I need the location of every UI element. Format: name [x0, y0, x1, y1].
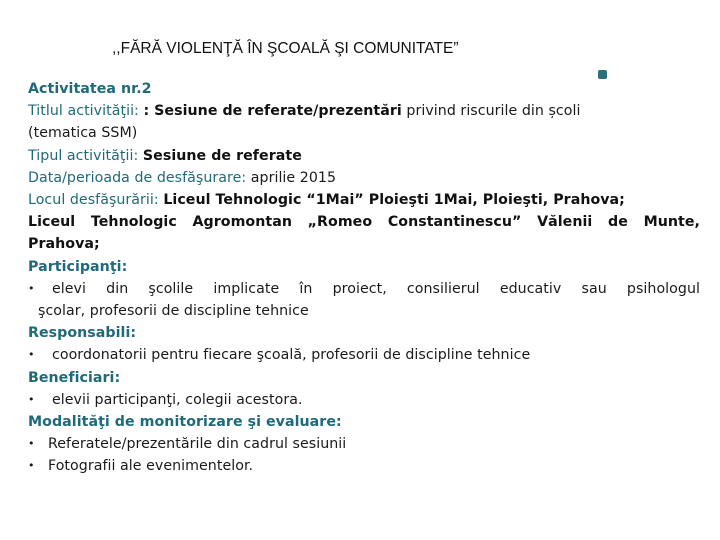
monitoring-label: Modalităţi de monitorizare şi evaluare:: [28, 414, 342, 431]
activity-date-label: Data/perioada de desfăşurare:: [28, 169, 247, 186]
responsible-item: [28, 344, 700, 366]
activity-title-label: Titlul activităţii:: [28, 103, 139, 120]
activity-title-row: [28, 100, 700, 122]
activity-place-label: Locul desfăşurării:: [28, 192, 159, 209]
bullet-icon: •: [28, 459, 35, 473]
activity-title-value: : Sesiune de referate/prezentări: [143, 103, 402, 120]
participants-item: [28, 278, 700, 300]
activity-title-rest: privind riscurile din școli: [406, 103, 581, 120]
activity-number: Activitatea nr.2: [28, 81, 152, 97]
bullet-icon: •: [28, 348, 35, 362]
activity-details: [28, 78, 700, 478]
monitoring-item-text: Referatele/prezentările din cadrul sesiunii: [48, 436, 347, 453]
participants-line2: şcolar, profesorii de discipline tehnice: [38, 303, 309, 320]
beneficiaries-value: elevii participanţi, colegii acestora.: [52, 391, 303, 408]
activity-title-note: (tematica SSM): [28, 125, 138, 142]
bullet-icon: •: [28, 437, 35, 451]
monitoring-item: [28, 455, 700, 477]
beneficiaries-label: Beneficiari:: [28, 369, 121, 386]
monitoring-item-text: Fotografii ale evenimentelor.: [48, 458, 254, 475]
activity-type-row: [28, 145, 700, 167]
activity-place-line1: Liceul Tehnologic “1Mai” Ploieşti 1Mai, Ploieşti, Prahova;: [163, 192, 625, 209]
activity-type-value: Sesiune de referate: [142, 147, 302, 164]
bullet-icon: •: [28, 281, 35, 295]
activity-date-value: aprilie 2015: [250, 169, 337, 186]
monitoring-item: [28, 433, 700, 455]
activity-place-row: [28, 189, 700, 211]
activity-type-label: Tipul activităţii:: [28, 147, 139, 164]
beneficiaries-item: [28, 389, 700, 411]
activity-date-row: [28, 167, 700, 189]
responsible-label: Responsabili:: [28, 325, 137, 342]
responsible-value: coordonatorii pentru fiecare şcoală, profesorii de discipline tehnice: [52, 347, 531, 364]
activity-place-line2: Liceul Tehnologic Agromontan „Romeo Constantinescu” Vălenii de Munte,: [28, 214, 700, 231]
participants-label: Participanţi:: [28, 258, 128, 275]
participants-line1: elevi din şcolile implicate în proiect, consilierul educativ sau psihologul: [52, 280, 700, 297]
activity-place-line3: Prahova;: [28, 236, 100, 253]
page-title: ,,FĂRĂ VIOLENŢĂ ÎN ŞCOALĂ ŞI COMUNITATE”: [112, 40, 459, 57]
bullet-icon: •: [28, 392, 35, 406]
